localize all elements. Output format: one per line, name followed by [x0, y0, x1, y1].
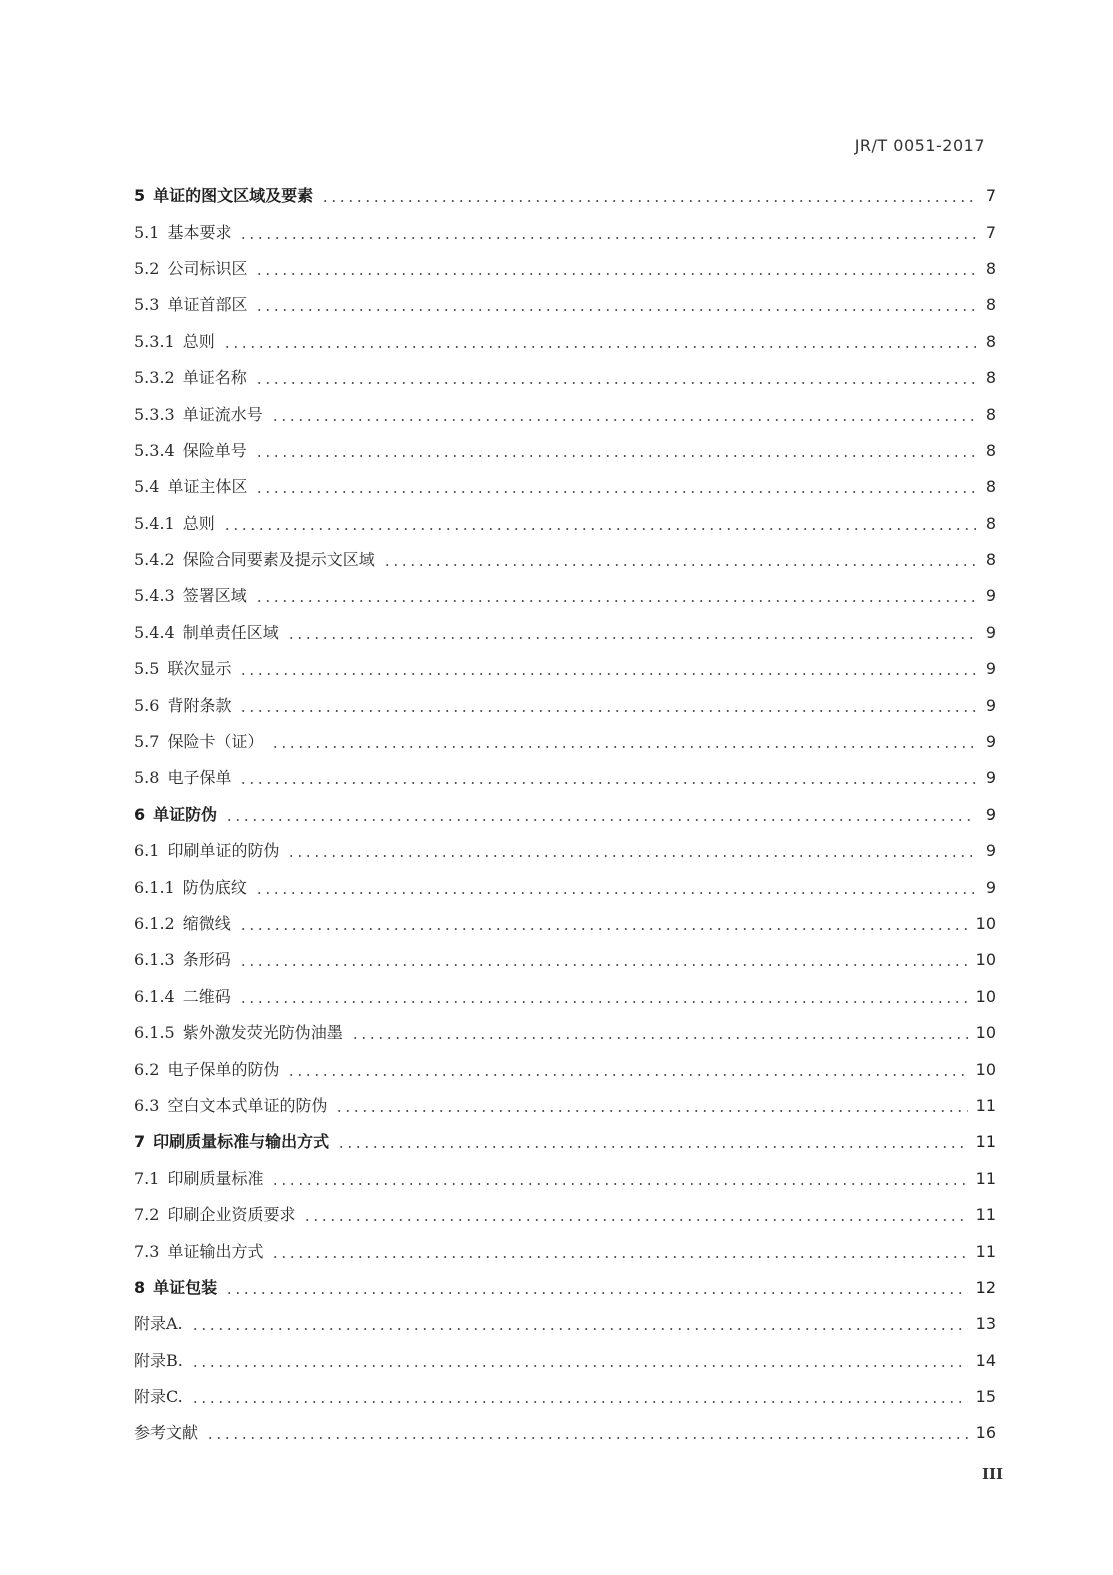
toc-entry-label — [134, 987, 231, 1007]
toc-entry-label — [134, 1205, 295, 1225]
toc-entry-label — [134, 696, 231, 716]
toc-entry-title: 印刷单证的防伪 — [167, 841, 280, 861]
toc-dot-leader — [225, 1292, 967, 1294]
toc-entry-title: 附录B. — [134, 1350, 183, 1370]
toc-entry-title: 电子保单 — [167, 768, 232, 788]
toc-entry-title: 总则 — [182, 513, 215, 533]
toc-entry[interactable] — [134, 1270, 996, 1306]
toc-entry[interactable] — [134, 1088, 996, 1124]
toc-entry-number: 6.1.5 — [134, 1023, 175, 1043]
toc-entry-label — [134, 1169, 263, 1189]
toc-dot-leader — [337, 1146, 967, 1148]
toc-entry-title: 印刷企业资质要求 — [167, 1205, 296, 1225]
toc-entry-title: 参考文献 — [134, 1423, 199, 1443]
toc-entry-label — [134, 1242, 263, 1262]
toc-entry[interactable] — [134, 469, 996, 505]
toc-entry-number: 5 — [134, 186, 146, 206]
toc-entry-page: 8 — [985, 258, 996, 278]
toc-entry-label — [134, 514, 215, 534]
page-number: III — [981, 1465, 1003, 1483]
toc-dot-leader — [239, 928, 968, 930]
toc-entry-label — [134, 550, 375, 570]
toc-entry-title: 印刷质量标准 — [167, 1168, 264, 1188]
toc-entry-page: 10 — [975, 950, 996, 970]
toc-entry-page: 9 — [985, 804, 996, 824]
toc-entry-number: 7 — [134, 1132, 146, 1152]
toc-entry-number: 5.4.3 — [134, 586, 175, 606]
toc-entry-page: 11 — [975, 1095, 996, 1115]
toc-dot-leader — [255, 273, 976, 275]
toc-dot-leader — [287, 1074, 967, 1076]
toc-entry-number: 6.3 — [134, 1095, 160, 1115]
toc-entry[interactable] — [134, 651, 996, 687]
toc-entry-number: 5.6 — [134, 695, 160, 715]
toc-entry-label — [134, 368, 247, 388]
toc-entry-title: 制单责任区域 — [182, 622, 279, 642]
toc-entry-page: 8 — [985, 295, 996, 315]
toc-dot-leader — [287, 855, 976, 857]
toc-dot-leader — [287, 637, 976, 639]
toc-dot-leader — [271, 1183, 967, 1185]
toc-entry-title: 电子保单的防伪 — [167, 1059, 280, 1079]
toc-dot-leader — [239, 964, 968, 966]
toc-entry-title: 单证输出方式 — [167, 1241, 264, 1261]
toc-entry-label — [134, 223, 231, 243]
toc-entry[interactable] — [134, 1306, 996, 1342]
toc-entry-page: 8 — [985, 368, 996, 388]
toc-entry-number: 5.2 — [134, 258, 160, 278]
toc-dot-leader — [239, 782, 976, 784]
toc-entry-title: 保险合同要素及提示文区域 — [182, 550, 375, 570]
toc-dot-leader — [335, 1110, 967, 1112]
toc-entry-page: 9 — [985, 732, 996, 752]
toc-entry-page: 8 — [985, 477, 996, 497]
toc-entry[interactable] — [134, 615, 996, 651]
toc-entry-title: 背附条款 — [167, 695, 232, 715]
toc-entry[interactable] — [134, 214, 996, 250]
toc-entry-title: 空白文本式单证的防伪 — [167, 1095, 328, 1115]
toc-entry-label — [134, 1351, 183, 1371]
toc-entry-page: 10 — [975, 1023, 996, 1043]
toc-entry-title: 单证主体区 — [167, 477, 248, 497]
toc-entry-number: 7.2 — [134, 1205, 160, 1225]
toc-entry-page: 9 — [985, 659, 996, 679]
toc-entry-title: 单证包装 — [153, 1277, 218, 1297]
toc-entry[interactable] — [134, 251, 996, 287]
toc-entry-number: 6.2 — [134, 1059, 160, 1079]
toc-entry-label — [134, 295, 247, 315]
toc-entry-label — [134, 659, 231, 679]
toc-entry-number: 5.5 — [134, 659, 160, 679]
toc-dot-leader — [255, 455, 976, 457]
toc-entry-number: 6 — [134, 804, 146, 824]
toc-entry-label — [134, 950, 231, 970]
toc-entry-page: 9 — [985, 622, 996, 642]
toc-entry[interactable] — [134, 687, 996, 723]
toc-entry[interactable] — [134, 287, 996, 323]
toc-entry-label — [134, 841, 279, 861]
toc-entry-page: 11 — [975, 1205, 996, 1225]
toc-entry-page: 11 — [975, 1132, 996, 1152]
toc-dot-leader — [255, 600, 976, 602]
toc-entry-title: 条形码 — [182, 950, 231, 970]
toc-entry[interactable] — [134, 360, 996, 396]
toc-entry-number: 5.3.3 — [134, 404, 175, 424]
toc-entry-title: 保险卡（证） — [167, 732, 264, 752]
toc-entry-title: 附录A. — [134, 1314, 183, 1334]
toc-entry-page: 9 — [985, 877, 996, 897]
toc-entry-page: 9 — [985, 841, 996, 861]
toc-dot-leader — [303, 1219, 967, 1221]
toc-dot-leader — [225, 819, 976, 821]
toc-entry-label — [134, 878, 247, 898]
toc-entry[interactable] — [134, 1051, 996, 1087]
toc-entry-number: 5.3.4 — [134, 440, 175, 460]
toc-entry[interactable] — [134, 942, 996, 978]
toc-dot-leader — [383, 564, 976, 566]
toc-entry-number: 5.4.1 — [134, 513, 175, 533]
toc-entry-label — [134, 405, 263, 425]
toc-dot-leader — [351, 1037, 968, 1039]
toc-entry-page: 10 — [975, 914, 996, 933]
toc-entry-page: 9 — [985, 586, 996, 606]
toc-entry-label — [134, 259, 247, 279]
toc-entry-label — [134, 914, 231, 934]
toc-entry-page: 9 — [985, 768, 996, 788]
toc-entry-page: 13 — [975, 1314, 996, 1334]
toc-entry[interactable] — [134, 1415, 996, 1451]
toc-entry-number: 5.7 — [134, 732, 160, 752]
toc-entry-label — [134, 623, 279, 643]
toc-entry-label — [134, 1060, 279, 1080]
toc-entry[interactable] — [134, 869, 996, 905]
toc-entry-title: 保险单号 — [182, 440, 247, 460]
table-of-contents — [134, 178, 996, 1452]
toc-entry-title: 单证的图文区域及要素 — [153, 186, 314, 206]
toc-entry[interactable] — [134, 724, 996, 760]
toc-entry-number: 5.4 — [134, 477, 160, 497]
toc-dot-leader — [239, 237, 976, 239]
toc-entry-page: 7 — [985, 186, 996, 206]
toc-entry-title: 印刷质量标准与输出方式 — [153, 1132, 330, 1152]
toc-entry-page: 15 — [975, 1387, 996, 1407]
toc-entry-number: 7.1 — [134, 1168, 160, 1188]
toc-entry-title: 附录C. — [134, 1387, 183, 1407]
toc-entry-title: 紫外激发荧光防伪油墨 — [182, 1023, 343, 1043]
toc-entry-title: 基本要求 — [167, 222, 232, 242]
toc-entry[interactable] — [134, 1197, 996, 1233]
toc-entry-label — [134, 1278, 217, 1298]
toc-entry-number: 6.1.2 — [134, 914, 175, 933]
toc-dot-leader — [223, 346, 976, 348]
toc-dot-leader — [223, 528, 976, 530]
toc-entry-label — [134, 332, 215, 352]
toc-dot-leader — [255, 491, 976, 493]
toc-dot-leader — [239, 1001, 968, 1003]
toc-entry-title: 单证防伪 — [153, 804, 218, 824]
toc-entry-label — [134, 477, 247, 497]
toc-dot-leader — [255, 309, 976, 311]
toc-entry-page: 8 — [985, 513, 996, 533]
toc-entry-label — [134, 768, 231, 788]
toc-entry[interactable] — [134, 1379, 996, 1415]
toc-entry-number: 5.3.2 — [134, 368, 175, 388]
toc-entry[interactable] — [134, 833, 996, 869]
toc-entry[interactable] — [134, 396, 996, 432]
toc-entry[interactable] — [134, 178, 996, 214]
toc-entry-number: 6.1 — [134, 841, 160, 861]
toc-entry-number: 5.4.4 — [134, 622, 175, 642]
toc-entry-number: 5.3 — [134, 295, 160, 315]
toc-entry-page: 8 — [985, 331, 996, 351]
toc-dot-leader — [191, 1328, 968, 1330]
toc-entry-title: 缩微线 — [182, 914, 231, 933]
toc-entry-title: 总则 — [182, 331, 215, 351]
toc-entry-label — [134, 732, 263, 752]
toc-entry-title: 单证流水号 — [182, 404, 263, 424]
toc-dot-leader — [271, 746, 976, 748]
toc-entry-page: 9 — [985, 695, 996, 715]
toc-entry-page: 10 — [975, 986, 996, 1006]
toc-entry-page: 8 — [985, 404, 996, 424]
toc-entry-number: 8 — [134, 1277, 146, 1297]
toc-entry-title: 二维码 — [182, 986, 231, 1006]
toc-entry[interactable] — [134, 797, 996, 833]
toc-dot-leader — [271, 419, 976, 421]
toc-entry-page: 12 — [975, 1277, 996, 1297]
toc-entry-page: 11 — [975, 1168, 996, 1188]
toc-dot-leader — [271, 1256, 967, 1258]
toc-entry[interactable] — [134, 1233, 996, 1269]
toc-entry[interactable] — [134, 1161, 996, 1197]
toc-entry-number: 6.1.3 — [134, 950, 175, 970]
toc-entry[interactable] — [134, 578, 996, 614]
toc-entry-number: 6.1.4 — [134, 986, 175, 1006]
toc-dot-leader — [321, 200, 976, 202]
toc-entry[interactable] — [134, 1124, 996, 1160]
toc-entry-label — [134, 1387, 183, 1407]
toc-dot-leader — [191, 1365, 968, 1367]
toc-entry[interactable] — [134, 1015, 996, 1051]
toc-entry-page: 8 — [985, 550, 996, 570]
toc-entry-number: 5.1 — [134, 222, 160, 242]
toc-entry-label — [134, 1423, 198, 1443]
toc-dot-leader — [255, 892, 976, 894]
toc-entry-label — [134, 805, 217, 825]
toc-entry-number: 5.4.2 — [134, 550, 175, 570]
toc-entry-number: 5.3.1 — [134, 331, 175, 351]
toc-entry-title: 签署区域 — [182, 586, 247, 606]
toc-entry-label — [134, 441, 247, 461]
toc-dot-leader — [239, 673, 976, 675]
toc-entry-number: 7.3 — [134, 1241, 160, 1261]
toc-entry[interactable] — [134, 542, 996, 578]
toc-entry[interactable] — [134, 760, 996, 796]
toc-entry[interactable] — [134, 506, 996, 542]
toc-entry-page: 7 — [985, 222, 996, 242]
toc-entry-page: 8 — [985, 440, 996, 460]
toc-dot-leader — [206, 1437, 968, 1439]
toc-entry-title: 联次显示 — [167, 659, 232, 679]
toc-entry-title: 防伪底纹 — [182, 877, 247, 897]
toc-entry[interactable] — [134, 433, 996, 469]
toc-entry-number: 6.1.1 — [134, 877, 175, 897]
toc-entry[interactable] — [134, 979, 996, 1015]
toc-entry-label — [134, 1132, 329, 1152]
toc-entry-page: 14 — [975, 1350, 996, 1370]
toc-dot-leader — [191, 1401, 968, 1403]
toc-dot-leader — [239, 710, 976, 712]
toc-entry-title: 公司标识区 — [167, 258, 248, 278]
toc-entry-label — [134, 1023, 343, 1043]
toc-entry-page: 10 — [975, 1059, 996, 1079]
toc-entry-title: 单证首部区 — [167, 295, 248, 315]
toc-entry-label — [134, 1096, 327, 1116]
toc-entry[interactable] — [134, 324, 996, 360]
toc-entry-page: 16 — [975, 1423, 996, 1443]
toc-entry-label — [134, 586, 247, 606]
toc-entry-number: 5.8 — [134, 768, 160, 788]
toc-entry[interactable] — [134, 906, 996, 942]
toc-entry-page: 11 — [975, 1241, 996, 1261]
toc-dot-leader — [255, 382, 976, 384]
toc-entry[interactable] — [134, 1343, 996, 1379]
toc-entry-label — [134, 1314, 183, 1334]
toc-entry-label — [134, 186, 313, 206]
toc-entry-title: 单证名称 — [182, 368, 247, 388]
document-code: JR/T 0051-2017 — [854, 136, 985, 155]
